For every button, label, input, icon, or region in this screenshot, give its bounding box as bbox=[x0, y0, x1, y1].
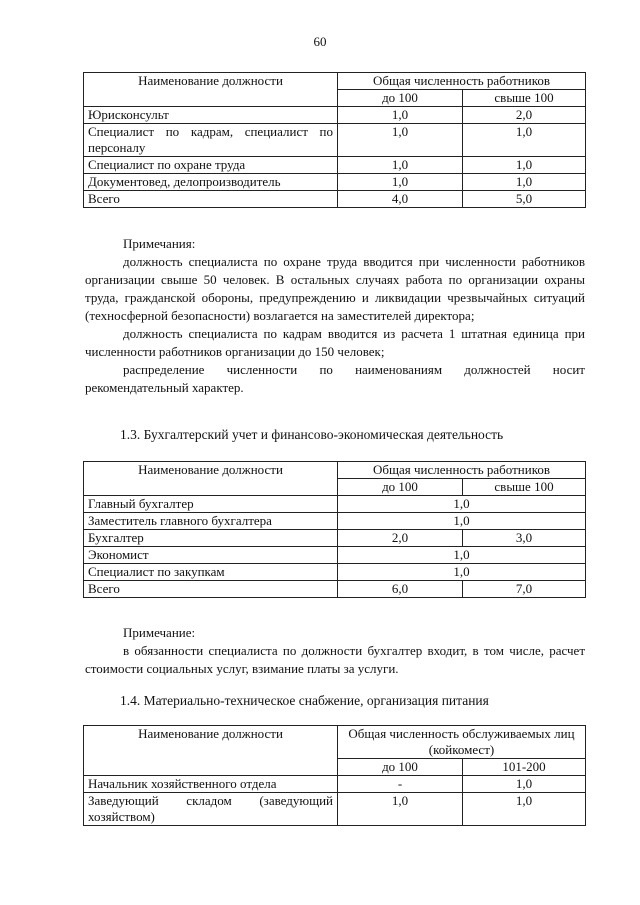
table-header-row bbox=[84, 73, 586, 90]
notes-title: Примечания: bbox=[123, 236, 196, 251]
position-name: Документовед, делопроизводитель bbox=[84, 174, 338, 191]
notes-block-2 bbox=[85, 624, 585, 678]
value-up-to-100: 4,0 bbox=[338, 191, 463, 208]
value-up-to-100: 6,0 bbox=[338, 581, 463, 598]
note-paragraph: должность специалиста по кадрам вводится из расчета 1 штатная единица при численности работников организации до 150 человек; bbox=[85, 326, 585, 359]
table-row bbox=[84, 564, 586, 581]
table-row bbox=[84, 530, 586, 547]
subheader-over-100: свыше 100 bbox=[463, 479, 586, 496]
value-over-100: 1,0 bbox=[463, 124, 586, 157]
header-position-name: Наименование должности bbox=[84, 73, 338, 107]
table-row bbox=[84, 496, 586, 513]
header-position-name: Наименование должности bbox=[84, 726, 338, 776]
table-row bbox=[84, 793, 586, 826]
table-total-row bbox=[84, 581, 586, 598]
subheader-up-to-100: до 100 bbox=[338, 479, 463, 496]
value-101-200: 1,0 bbox=[463, 776, 586, 793]
section-heading-1-4: 1.4. Материально-техническое снабжение, организация питания bbox=[120, 693, 489, 708]
value-merged: 1,0 bbox=[338, 547, 586, 564]
value-over-100: 1,0 bbox=[463, 174, 586, 191]
position-name: Специалист по закупкам bbox=[84, 564, 338, 581]
position-name: Всего bbox=[84, 191, 338, 208]
note-paragraph: распределение численности по наименованиям должностей носит рекомендательный характер. bbox=[85, 362, 585, 395]
notes-title: Примечание: bbox=[123, 625, 196, 640]
position-name: Заведующий складом (заведующий хозяйством) bbox=[84, 793, 338, 826]
position-name: Юрисконсульт bbox=[84, 107, 338, 124]
subheader-up-to-100: до 100 bbox=[338, 90, 463, 107]
value-up-to-100: 1,0 bbox=[338, 174, 463, 191]
value-over-100: 5,0 bbox=[463, 191, 586, 208]
subheader-up-to-100: до 100 bbox=[338, 759, 463, 776]
position-name: Специалист по охране труда bbox=[84, 157, 338, 174]
value-merged: 1,0 bbox=[338, 513, 586, 530]
table-total-row bbox=[84, 191, 586, 208]
table-row bbox=[84, 157, 586, 174]
position-name: Специалист по кадрам, специалист по персоналу bbox=[84, 124, 338, 157]
value-over-100: 7,0 bbox=[463, 581, 586, 598]
table-row bbox=[84, 124, 586, 157]
value-101-200: 1,0 bbox=[463, 793, 586, 826]
note-paragraph: должность специалиста по охране труда вводится при численности работников организации свыше 50 человек. В остальных случаях работа по организации охраны труда, гражданской обороны, предупреждению и ликвидации чрезвычайных ситуаций (техносферной безопасности) возлагается на заместителей директора; bbox=[85, 254, 585, 323]
table-header-row bbox=[84, 462, 586, 479]
value-up-to-100: 1,0 bbox=[338, 107, 463, 124]
page-number: 60 bbox=[313, 34, 327, 49]
value-up-to-100: 1,0 bbox=[338, 124, 463, 157]
value-over-100: 2,0 bbox=[463, 107, 586, 124]
value-merged: 1,0 bbox=[338, 496, 586, 513]
table-row bbox=[84, 776, 586, 793]
note-paragraph: в обязанности специалиста по должности бухгалтер входит, в том числе, расчет стоимости социальных услуг, взимание платы за услуги. bbox=[85, 643, 585, 676]
position-name: Начальник хозяйственного отдела bbox=[84, 776, 338, 793]
staffing-table-1 bbox=[83, 72, 586, 208]
staffing-table-2 bbox=[83, 461, 586, 598]
section-heading-1-3: 1.3. Бухгалтерский учет и финансово-экономическая деятельность bbox=[120, 427, 504, 442]
table-header-row bbox=[84, 726, 586, 759]
value-over-100: 1,0 bbox=[463, 157, 586, 174]
value-up-to-100: 1,0 bbox=[338, 157, 463, 174]
position-name: Заместитель главного бухгалтера bbox=[84, 513, 338, 530]
table-row bbox=[84, 547, 586, 564]
value-up-to-100: - bbox=[338, 776, 463, 793]
position-name: Главный бухгалтер bbox=[84, 496, 338, 513]
notes-block-1 bbox=[85, 235, 585, 397]
subheader-over-100: свыше 100 bbox=[463, 90, 586, 107]
table-row bbox=[84, 174, 586, 191]
table-row bbox=[84, 107, 586, 124]
value-up-to-100: 1,0 bbox=[338, 793, 463, 826]
position-name: Экономист bbox=[84, 547, 338, 564]
position-name: Бухгалтер bbox=[84, 530, 338, 547]
header-total-staff: Общая численность работников bbox=[338, 462, 586, 479]
header-total-served: Общая численность обслуживаемых лиц (койкомест) bbox=[338, 726, 586, 759]
value-merged: 1,0 bbox=[338, 564, 586, 581]
position-name: Всего bbox=[84, 581, 338, 598]
header-position-name: Наименование должности bbox=[84, 462, 338, 496]
subheader-101-200: 101-200 bbox=[463, 759, 586, 776]
staffing-table-3 bbox=[83, 725, 586, 826]
table-row bbox=[84, 513, 586, 530]
header-total-staff: Общая численность работников bbox=[338, 73, 586, 90]
value-over-100: 3,0 bbox=[463, 530, 586, 547]
value-up-to-100: 2,0 bbox=[338, 530, 463, 547]
